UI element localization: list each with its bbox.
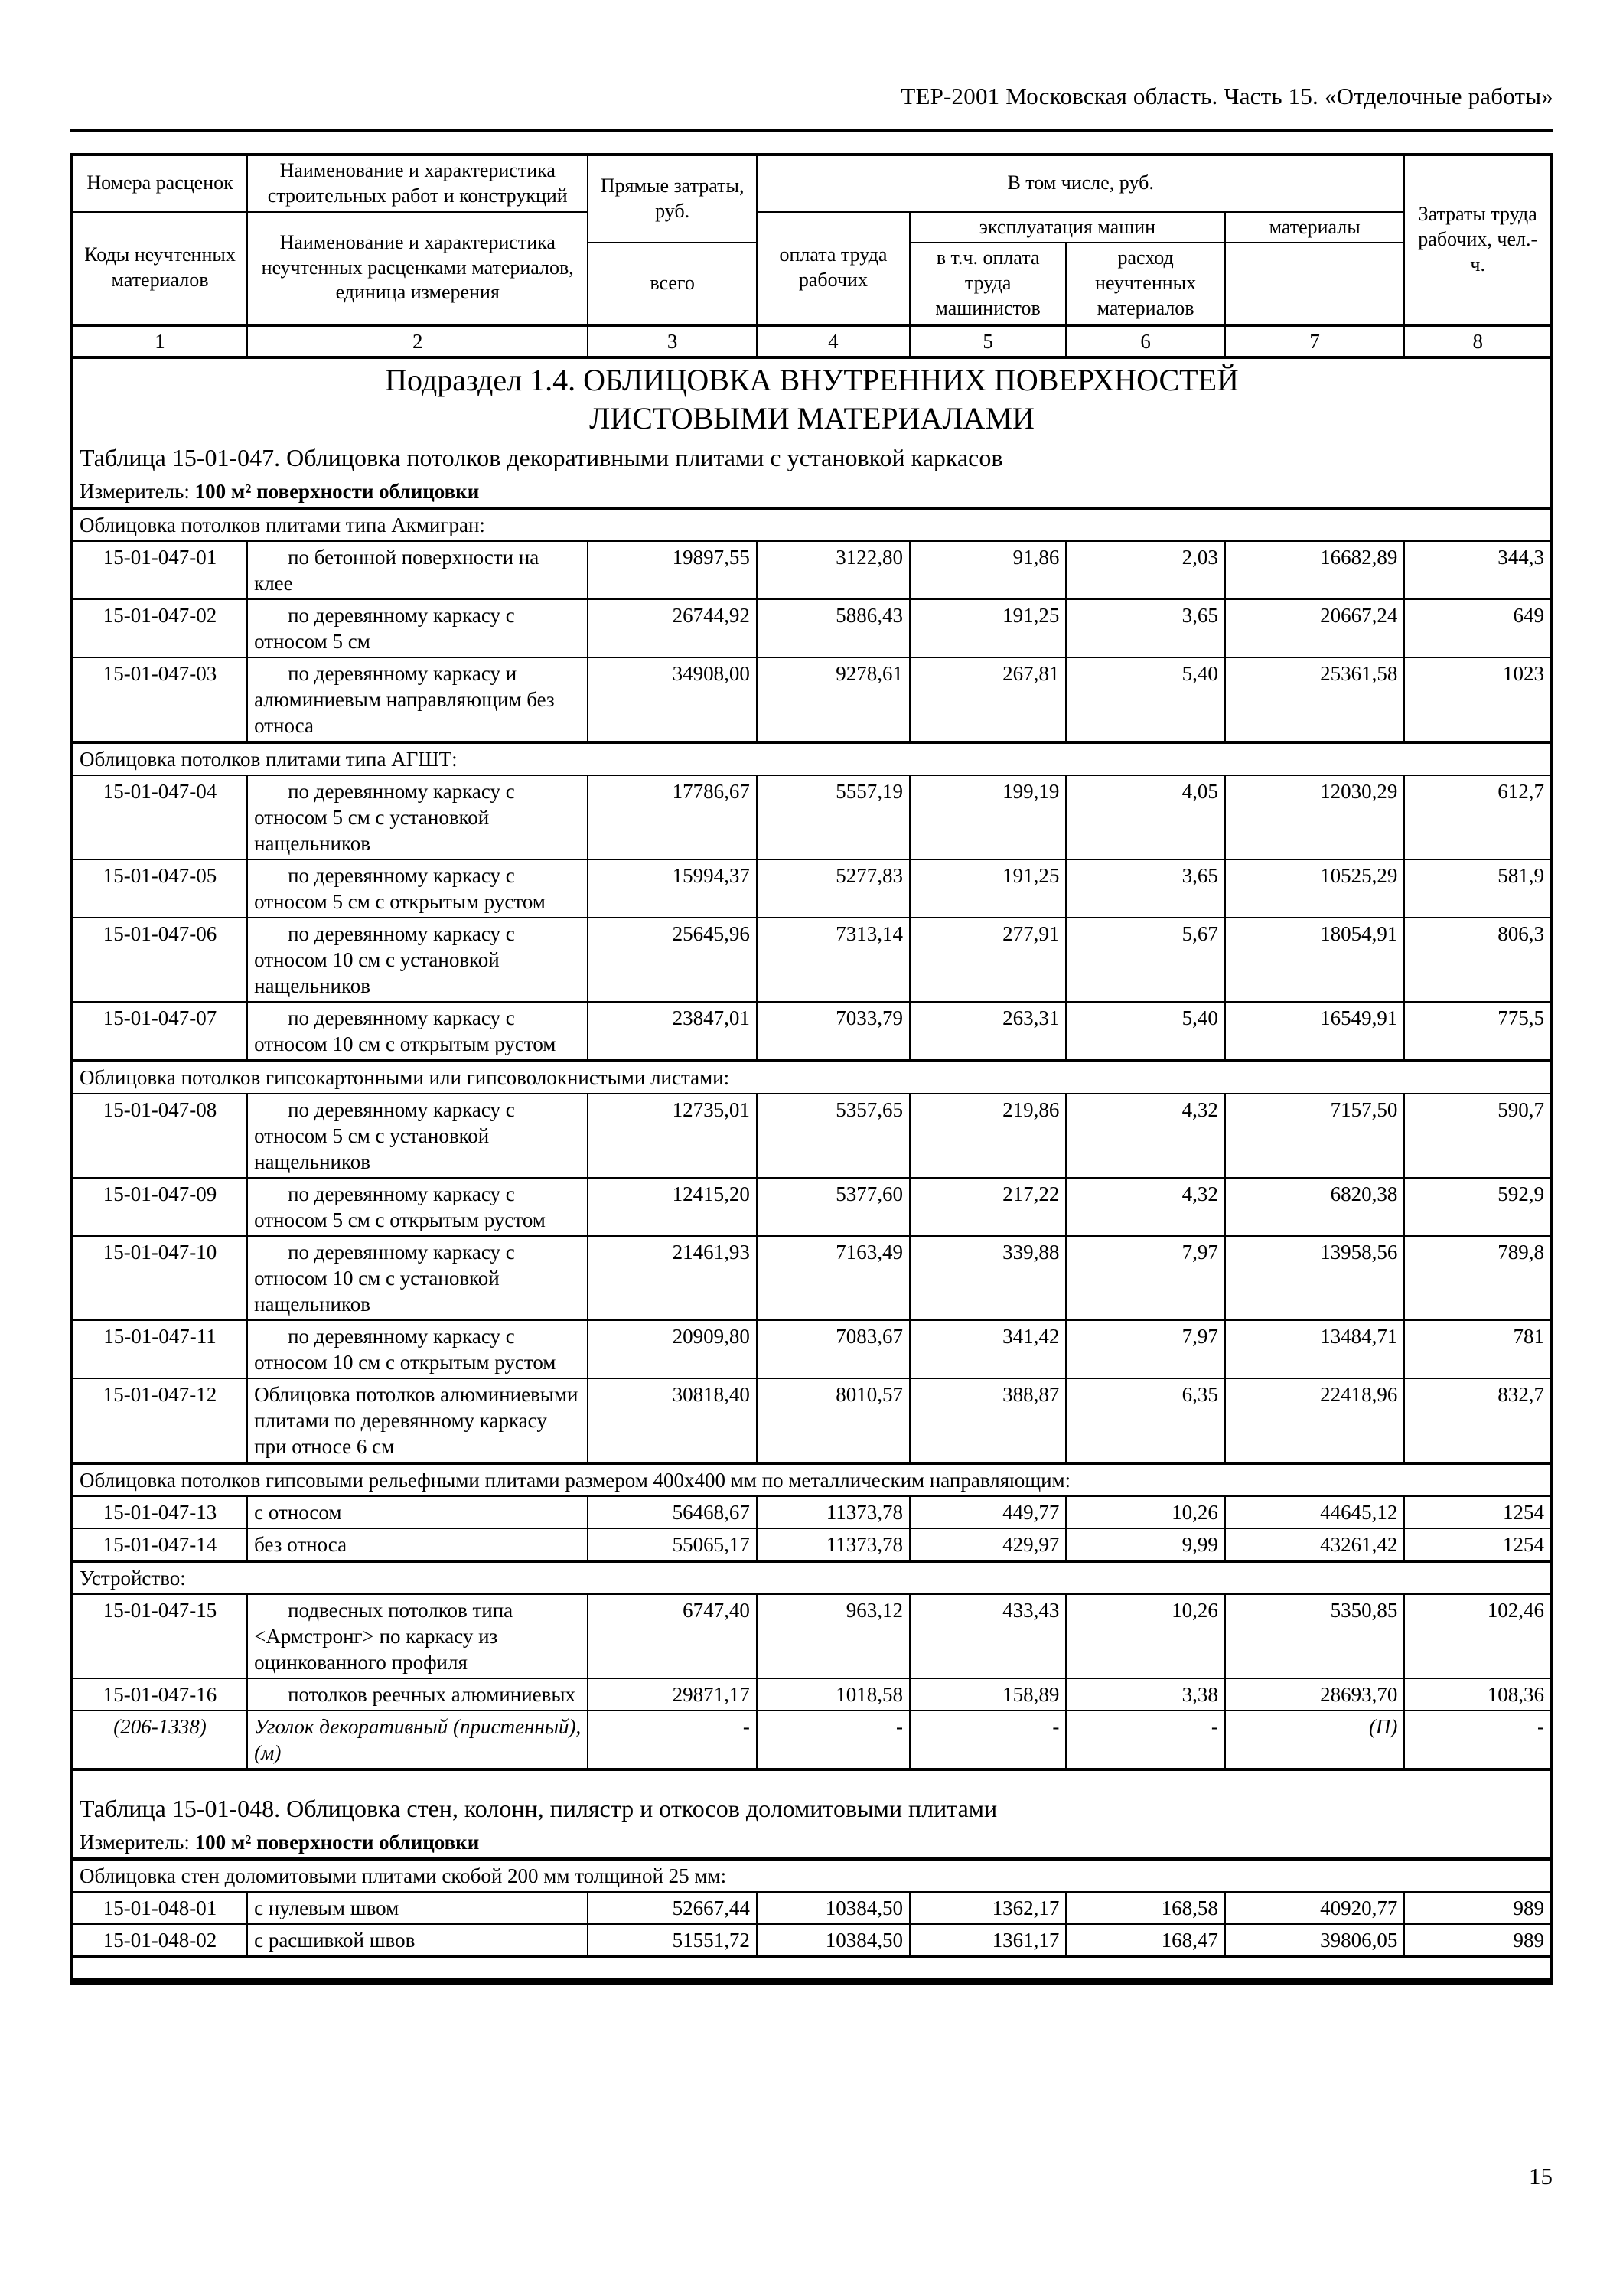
row-c6: 168,58 — [1066, 1892, 1225, 1924]
material-code: (206-1338) — [72, 1711, 247, 1769]
th-col7: расход неучтенных материалов — [1066, 243, 1225, 325]
row-c6: 9,99 — [1066, 1528, 1225, 1561]
table-row — [72, 541, 1552, 599]
colnum-8: 8 — [1404, 325, 1552, 357]
running-header: ТЕР-2001 Московская область. Часть 15. «Отделочные работы» — [901, 83, 1553, 109]
material-name: Уголок декоративный (пристенный), (м) — [247, 1711, 588, 1769]
row-name — [247, 599, 588, 657]
row-name — [247, 1236, 588, 1320]
row-c7: 16682,89 — [1225, 541, 1405, 599]
row-code: 15-01-047-03 — [72, 657, 247, 742]
table-row — [72, 1892, 1552, 1924]
table-048-measure-value: 100 м² поверхности облицовки — [194, 1830, 480, 1854]
row-c6: 3,38 — [1066, 1678, 1225, 1711]
row-code: 15-01-047-04 — [72, 775, 247, 859]
row-c6: 168,47 — [1066, 1924, 1225, 1957]
row-c4: 5377,60 — [757, 1178, 910, 1236]
row-c6: 6,35 — [1066, 1378, 1225, 1463]
table-row — [72, 859, 1552, 918]
row-c7: 25361,58 — [1225, 657, 1405, 742]
row-c4: 10384,50 — [757, 1924, 910, 1957]
header-row-2 — [72, 212, 1552, 243]
colnum-4: 4 — [757, 325, 910, 357]
row-c3: 30818,40 — [588, 1378, 757, 1463]
row-name — [247, 918, 588, 1002]
row-c3: 17786,67 — [588, 775, 757, 859]
row-c8: 781 — [1404, 1320, 1552, 1378]
table-047-group-banner-row — [72, 742, 1552, 775]
row-c5: 191,25 — [910, 859, 1066, 918]
row-code: 15-01-047-12 — [72, 1378, 247, 1463]
row-c3: 20909,80 — [588, 1320, 757, 1378]
row-code: 15-01-047-13 — [72, 1496, 247, 1528]
row-c6: 7,97 — [1066, 1236, 1225, 1320]
row-name: без относа — [247, 1528, 588, 1561]
table-047-measure-row — [72, 476, 1552, 508]
row-name: с относом — [247, 1496, 588, 1528]
row-c3: 55065,17 — [588, 1528, 757, 1561]
row-c8: 590,7 — [1404, 1094, 1552, 1178]
table-048-bottom-spacer — [72, 1957, 1552, 1980]
row-name — [247, 541, 588, 599]
table-head-group — [72, 155, 1552, 357]
row-c4: 5277,83 — [757, 859, 910, 918]
row-c4: 11373,78 — [757, 1496, 910, 1528]
table-048-measure-label: Измеритель: — [80, 1830, 195, 1854]
table-047-group-banner: Облицовка потолков плитами типа АГШТ: — [72, 742, 1552, 775]
row-c3: 52667,44 — [588, 1892, 757, 1924]
row-c8: 989 — [1404, 1924, 1552, 1957]
row-c3: 19897,55 — [588, 541, 757, 599]
row-c4: 5357,65 — [757, 1094, 910, 1178]
row-c8: 592,9 — [1404, 1178, 1552, 1236]
material-row — [72, 1711, 1552, 1769]
th-col3: Прямые затраты, руб. — [588, 155, 757, 243]
row-c3: 12415,20 — [588, 1178, 757, 1236]
row-name-text: по деревянному каркасу с относом 10 см с установкой нащельников — [254, 921, 515, 997]
row-c4: 5557,19 — [757, 775, 910, 859]
row-c8: 832,7 — [1404, 1378, 1552, 1463]
colnum-2: 2 — [247, 325, 588, 357]
table-047-group-banner: Устройство: — [72, 1561, 1552, 1594]
row-c7: 18054,91 — [1225, 918, 1405, 1002]
page-number: 15 — [1529, 2163, 1553, 2190]
row-name-text: по деревянному каркасу с относом 5 см — [254, 603, 515, 653]
row-c6: 5,40 — [1066, 657, 1225, 742]
row-c5: 429,97 — [910, 1528, 1066, 1561]
row-c5: 449,77 — [910, 1496, 1066, 1528]
row-c3: 23847,01 — [588, 1002, 757, 1061]
row-c7: 7157,50 — [1225, 1094, 1405, 1178]
table-bottom-rule-row — [72, 1980, 1552, 1983]
colnum-7: 7 — [1225, 325, 1405, 357]
table-row — [72, 599, 1552, 657]
table-row — [72, 1528, 1552, 1561]
row-name — [247, 1178, 588, 1236]
table-row — [72, 1594, 1552, 1678]
th-col1-top: Номера расценок — [72, 155, 247, 212]
row-c3: 56468,67 — [588, 1496, 757, 1528]
subsection-title-line1: Подраздел 1.4. ОБЛИЦОВКА ВНУТРЕННИХ ПОВЕРХНОСТЕЙ — [385, 362, 1239, 397]
table-047-bottom-spacer — [72, 1769, 1552, 1791]
row-c8: 989 — [1404, 1892, 1552, 1924]
table-row — [72, 1178, 1552, 1236]
row-c8: 108,36 — [1404, 1678, 1552, 1711]
row-name — [247, 1594, 588, 1678]
row-c8: 581,9 — [1404, 859, 1552, 918]
row-c6: 5,40 — [1066, 1002, 1225, 1061]
row-c7: 12030,29 — [1225, 775, 1405, 859]
row-c8: 344,3 — [1404, 541, 1552, 599]
th-col5: всего — [588, 243, 757, 325]
colnum-5: 5 — [910, 325, 1066, 357]
row-code: 15-01-047-09 — [72, 1178, 247, 1236]
row-c7: 28693,70 — [1225, 1678, 1405, 1711]
table-row — [72, 1094, 1552, 1178]
table-047-group-banner-row — [72, 508, 1552, 541]
row-c8: 1254 — [1404, 1528, 1552, 1561]
row-name — [247, 1320, 588, 1378]
table-048-group-banner: Облицовка стен доломитовыми плитами скобой 200 мм толщиной 25 мм: — [72, 1859, 1552, 1892]
table-row — [72, 1678, 1552, 1711]
row-c5: 263,31 — [910, 1002, 1066, 1061]
row-c4: 9278,61 — [757, 657, 910, 742]
row-c5: 217,22 — [910, 1178, 1066, 1236]
table-048-measure-row — [72, 1827, 1552, 1859]
colnum-3: 3 — [588, 325, 757, 357]
row-c8: 612,7 — [1404, 775, 1552, 859]
row-c5: 388,87 — [910, 1378, 1066, 1463]
row-c6: 3,65 — [1066, 599, 1225, 657]
row-c4: 7163,49 — [757, 1236, 910, 1320]
table-row — [72, 918, 1552, 1002]
row-c3: 6747,40 — [588, 1594, 757, 1678]
row-code: 15-01-047-02 — [72, 599, 247, 657]
row-name-text: по деревянному каркасу с относом 5 см с открытым рустом — [254, 1182, 546, 1231]
th-col1-bottom: Коды неучтенных материалов — [72, 212, 247, 325]
th-col6: в т.ч. оплата труда машинистов — [910, 243, 1066, 325]
row-c8: 1023 — [1404, 657, 1552, 742]
table-048-caption: Таблица 15-01-048. Облицовка стен, колонн, пилястр и откосов доломитовыми плитами — [72, 1791, 1552, 1826]
material-c8: - — [1404, 1711, 1552, 1769]
row-c8: 102,46 — [1404, 1594, 1552, 1678]
th-col2-top: Наименование и характеристика строительных работ и конструкций — [247, 155, 588, 212]
row-c6: 4,05 — [1066, 775, 1225, 859]
row-c7: 13484,71 — [1225, 1320, 1405, 1378]
table-048-measure — [72, 1827, 1552, 1859]
row-c8: 649 — [1404, 599, 1552, 657]
row-name — [247, 657, 588, 742]
table-048-group-banner-row — [72, 1859, 1552, 1892]
row-c5: 158,89 — [910, 1678, 1066, 1711]
row-name-text: по бетонной поверхности на клее — [254, 545, 539, 595]
row-name-text: по деревянному каркасу с относом 5 см с открытым рустом — [254, 863, 546, 913]
row-c6: 2,03 — [1066, 541, 1225, 599]
row-code: 15-01-047-15 — [72, 1594, 247, 1678]
row-name-text: по деревянному каркасу с относом 5 см с установкой нащельников — [254, 1097, 515, 1173]
row-name: с нулевым швом — [247, 1892, 588, 1924]
th-col8: Затраты труда рабочих, чел.-ч. — [1404, 155, 1552, 325]
row-name — [247, 859, 588, 918]
row-c6: 5,67 — [1066, 918, 1225, 1002]
row-c6: 4,32 — [1066, 1178, 1225, 1236]
row-c5: 1361,17 — [910, 1924, 1066, 1957]
row-c8: 789,8 — [1404, 1236, 1552, 1320]
row-c4: 7313,14 — [757, 918, 910, 1002]
table-047-group-banner-row — [72, 1463, 1552, 1496]
row-code: 15-01-048-02 — [72, 1924, 247, 1957]
row-c3: 34908,00 — [588, 657, 757, 742]
th-col2-bottom: Наименование и характеристика неучтенных расценками материалов, единица измерения — [247, 212, 588, 325]
table-047-group-banner: Облицовка потолков гипсовыми рельефными плитами размером 400х400 мм по металлическим направляющим: — [72, 1463, 1552, 1496]
table-048-caption-row — [72, 1791, 1552, 1826]
table-047-measure-value: 100 м² поверхности облицовки — [194, 479, 480, 503]
table-047-group-banner-row — [72, 1061, 1552, 1094]
row-c4: 963,12 — [757, 1594, 910, 1678]
row-code: 15-01-047-14 — [72, 1528, 247, 1561]
row-c8: 806,3 — [1404, 918, 1552, 1002]
subsection-title-line2: ЛИСТОВЫМИ МАТЕРИАЛАМИ — [589, 400, 1035, 435]
table-047-measure-label: Измеритель: — [80, 479, 195, 503]
row-code: 15-01-048-01 — [72, 1892, 247, 1924]
row-name-text: по деревянному каркасу с относом 10 см с открытым рустом — [254, 1325, 556, 1375]
row-c8: 775,5 — [1404, 1002, 1552, 1061]
row-c6: 3,65 — [1066, 859, 1225, 918]
table-047-group-banner-row — [72, 1561, 1552, 1594]
row-code: 15-01-047-07 — [72, 1002, 247, 1061]
row-name-text: по деревянному каркасу с относом 10 см с установкой нащельников — [254, 1241, 515, 1316]
column-number-row — [72, 325, 1552, 357]
row-c6: 10,26 — [1066, 1496, 1225, 1528]
row-c7: 22418,96 — [1225, 1378, 1405, 1463]
row-code: 15-01-047-16 — [72, 1678, 247, 1711]
row-c5: 1362,17 — [910, 1892, 1066, 1924]
row-c6: 10,26 — [1066, 1594, 1225, 1678]
table-row — [72, 1002, 1552, 1061]
table-047-group-banner: Облицовка потолков гипсокартонными или гипсоволокнистыми листами: — [72, 1061, 1552, 1094]
row-c4: 3122,80 — [757, 541, 910, 599]
row-code: 15-01-047-10 — [72, 1236, 247, 1320]
row-c3: 29871,17 — [588, 1678, 757, 1711]
row-c4: 1018,58 — [757, 1678, 910, 1711]
row-name — [247, 1002, 588, 1061]
row-c5: 341,42 — [910, 1320, 1066, 1378]
row-c7: 6820,38 — [1225, 1178, 1405, 1236]
row-name — [247, 1678, 588, 1711]
material-c5: - — [910, 1711, 1066, 1769]
row-name — [247, 1094, 588, 1178]
header-divider — [70, 129, 1553, 132]
table-row — [72, 1320, 1552, 1378]
row-c8: 1254 — [1404, 1496, 1552, 1528]
table-row — [72, 1236, 1552, 1320]
table-047-measure — [72, 476, 1552, 508]
th-group-machines: эксплуатация машин — [910, 212, 1225, 243]
table-bottom-rule — [72, 1980, 1552, 1983]
row-c4: 10384,50 — [757, 1892, 910, 1924]
row-c4: 11373,78 — [757, 1528, 910, 1561]
row-code: 15-01-047-05 — [72, 859, 247, 918]
table-row — [72, 1924, 1552, 1957]
row-c7: 16549,91 — [1225, 1002, 1405, 1061]
row-name-text: потолков реечных алюминиевых — [288, 1683, 576, 1707]
row-c3: 26744,92 — [588, 599, 757, 657]
material-c3: - — [588, 1711, 757, 1769]
row-c7: 5350,85 — [1225, 1594, 1405, 1678]
pricing-table — [70, 153, 1553, 1985]
table-row — [72, 1496, 1552, 1528]
row-c5: 199,19 — [910, 775, 1066, 859]
th-col4: оплата труда рабочих — [757, 212, 910, 325]
row-c3: 25645,96 — [588, 918, 757, 1002]
table-row — [72, 1378, 1552, 1463]
row-name: Облицовка потолков алюминиевыми плитами по деревянному каркасу при относе 6 см — [247, 1378, 588, 1463]
table-row — [72, 775, 1552, 859]
table-047-group-banner: Облицовка потолков плитами типа Акмигран: — [72, 508, 1552, 541]
table-047-caption: Таблица 15-01-047. Облицовка потолков декоративными плитами с установкой каркасов — [72, 440, 1552, 475]
row-name-text: по деревянному каркасу с относом 5 см с установкой нащельников — [254, 779, 515, 855]
table-048-bottom-spacer-cell — [72, 1957, 1552, 1980]
row-c4: 8010,57 — [757, 1378, 910, 1463]
th-group-materials: материалы — [1225, 212, 1405, 243]
row-c4: 7033,79 — [757, 1002, 910, 1061]
row-name — [247, 775, 588, 859]
row-c7: 44645,12 — [1225, 1496, 1405, 1528]
row-c5: 91,86 — [910, 541, 1066, 599]
table-047-caption-row — [72, 440, 1552, 475]
row-c6: 7,97 — [1066, 1320, 1225, 1378]
row-c7: 43261,42 — [1225, 1528, 1405, 1561]
material-c7: (П) — [1225, 1711, 1405, 1769]
row-c5: 219,86 — [910, 1094, 1066, 1178]
row-c3: 21461,93 — [588, 1236, 757, 1320]
row-c3: 51551,72 — [588, 1924, 757, 1957]
row-c7: 10525,29 — [1225, 859, 1405, 918]
row-c4: 7083,67 — [757, 1320, 910, 1378]
row-code: 15-01-047-08 — [72, 1094, 247, 1178]
row-code: 15-01-047-06 — [72, 918, 247, 1002]
row-name-text: по деревянному каркасу и алюминиевым направляющим без относа — [254, 661, 555, 737]
row-name-text: по деревянному каркасу с относом 10 см с открытым рустом — [254, 1006, 556, 1055]
row-name-text: подвесных потолков типа <Армстронг> по каркасу из оцинкованного профиля — [254, 1599, 513, 1675]
row-c7: 39806,05 — [1225, 1924, 1405, 1957]
row-c5: 277,91 — [910, 918, 1066, 1002]
row-c5: 267,81 — [910, 657, 1066, 742]
row-c5: 191,25 — [910, 599, 1066, 657]
material-c6: - — [1066, 1711, 1225, 1769]
header-row-1 — [72, 155, 1552, 212]
th-group-vtom: В том числе, руб. — [757, 155, 1405, 212]
colnum-1: 1 — [72, 325, 247, 357]
row-name: с расшивкой швов — [247, 1924, 588, 1957]
row-c6: 4,32 — [1066, 1094, 1225, 1178]
row-c3: 15994,37 — [588, 859, 757, 918]
row-c4: 5886,43 — [757, 599, 910, 657]
colnum-6: 6 — [1066, 325, 1225, 357]
row-c5: 339,88 — [910, 1236, 1066, 1320]
row-code: 15-01-047-01 — [72, 541, 247, 599]
row-c7: 13958,56 — [1225, 1236, 1405, 1320]
material-c4: - — [757, 1711, 910, 1769]
subsection-title — [72, 357, 1552, 441]
table-row — [72, 657, 1552, 742]
row-c7: 20667,24 — [1225, 599, 1405, 657]
row-code: 15-01-047-11 — [72, 1320, 247, 1378]
row-c3: 12735,01 — [588, 1094, 757, 1178]
table-body — [72, 357, 1552, 1983]
row-c7: 40920,77 — [1225, 1892, 1405, 1924]
subsection-title-row — [72, 357, 1552, 441]
row-c5: 433,43 — [910, 1594, 1066, 1678]
table-047-bottom-spacer-cell — [72, 1769, 1552, 1791]
